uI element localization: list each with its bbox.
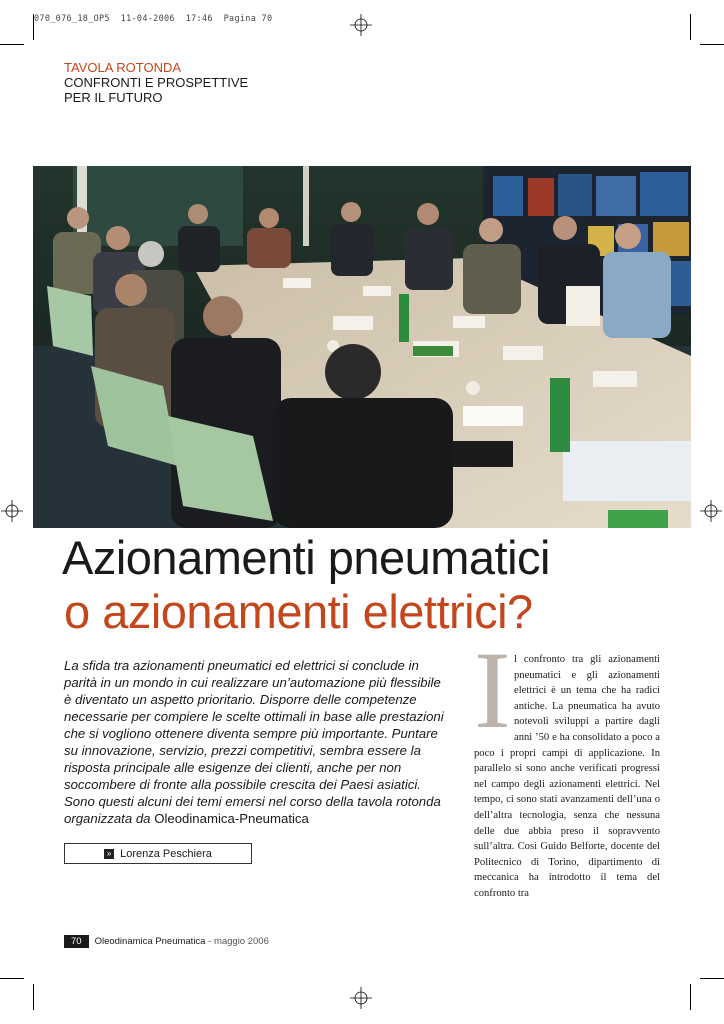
- page-number: 70: [64, 935, 89, 948]
- registration-mark-icon: [350, 14, 372, 36]
- crop-mark: [700, 978, 724, 979]
- print-slug: 070_076_18_OP5 11-04-2006 17:46 Pagina 70: [34, 14, 273, 24]
- meeting-photo-illustration: [33, 166, 691, 528]
- chevron-right-icon: »: [104, 849, 114, 859]
- crop-mark: [33, 14, 34, 40]
- drop-cap-spacer: [474, 652, 514, 730]
- crop-mark: [0, 44, 24, 45]
- kicker-line: CONFRONTI E PROSPETTIVE: [64, 75, 249, 90]
- page-footer: [64, 935, 269, 948]
- crop-mark: [33, 984, 34, 1010]
- footer-separator: -: [205, 936, 214, 947]
- body-paragraph: l confronto tra gli azionamenti pneumatici e gli azionamenti elettrici è un tema che ha radici antiche. La pneumatica ha avuto notevoli sviluppi a partire dagli anni ’50 e ha consolidato a poco a poco i propri campi di applicazione. In parallelo si sono anche verificati progressi nel campo degli azionamenti elettrici. Nel tempo, ci sono stati avanzamenti dell’una o dell’altra tecnologia, senza che nessuna delle due abbia preso il sopravvento sull’altra. Così Guido Belforte, docente del Politecnico di Torino, dipartimento di meccanica ha introdotto il tema del confronto tra: [474, 654, 660, 899]
- lead-organizer: Oleodinamica-Pneumatica: [154, 811, 309, 826]
- lead-text: La sfida tra azionamenti pneumatici ed elettrici si conclude in parità in un mondo in cui realizzare un’automazione più flessibile è diventato un aspetto prioritario. Disporre delle competenze necessarie per compiere le scelte ottimali in base alle prestazioni che si vogliono ottenere diventa sempre più importante. Puntare su innovazione, servizio, prezzi competitivi, sembra essere la risposta principale alle esigenze dei clienti, anche per non soccombere di fronte alla possibile crescita dei Paesi asiatici. Sono questi alcuni dei temi emersi nel corso della tavola rotonda organizzata da: [64, 658, 444, 826]
- crop-mark: [0, 978, 24, 979]
- kicker: [64, 60, 248, 105]
- body-text: [474, 652, 660, 902]
- byline-box: [64, 843, 252, 864]
- issue-date: maggio 2006: [213, 936, 269, 947]
- headline-line2: o azionamenti elettrici?: [64, 585, 533, 638]
- registration-mark-icon: [1, 500, 23, 522]
- lead-paragraph: [64, 657, 444, 827]
- author-name: Lorenza Peschiera: [120, 847, 212, 860]
- registration-mark-icon: [350, 987, 372, 1009]
- crop-mark: [690, 14, 691, 40]
- headline-line1: Azionamenti pneumatici: [62, 531, 550, 584]
- kicker-line: PER IL FUTURO: [64, 90, 163, 105]
- drop-cap: I: [474, 629, 511, 751]
- section-label: TAVOLA ROTONDA: [64, 60, 182, 75]
- meeting-photo: [33, 166, 691, 528]
- magazine-name: Oleodinamica Pneumatica: [94, 936, 206, 947]
- registration-mark-icon: [700, 500, 722, 522]
- crop-mark: [700, 44, 724, 45]
- crop-mark: [690, 984, 691, 1010]
